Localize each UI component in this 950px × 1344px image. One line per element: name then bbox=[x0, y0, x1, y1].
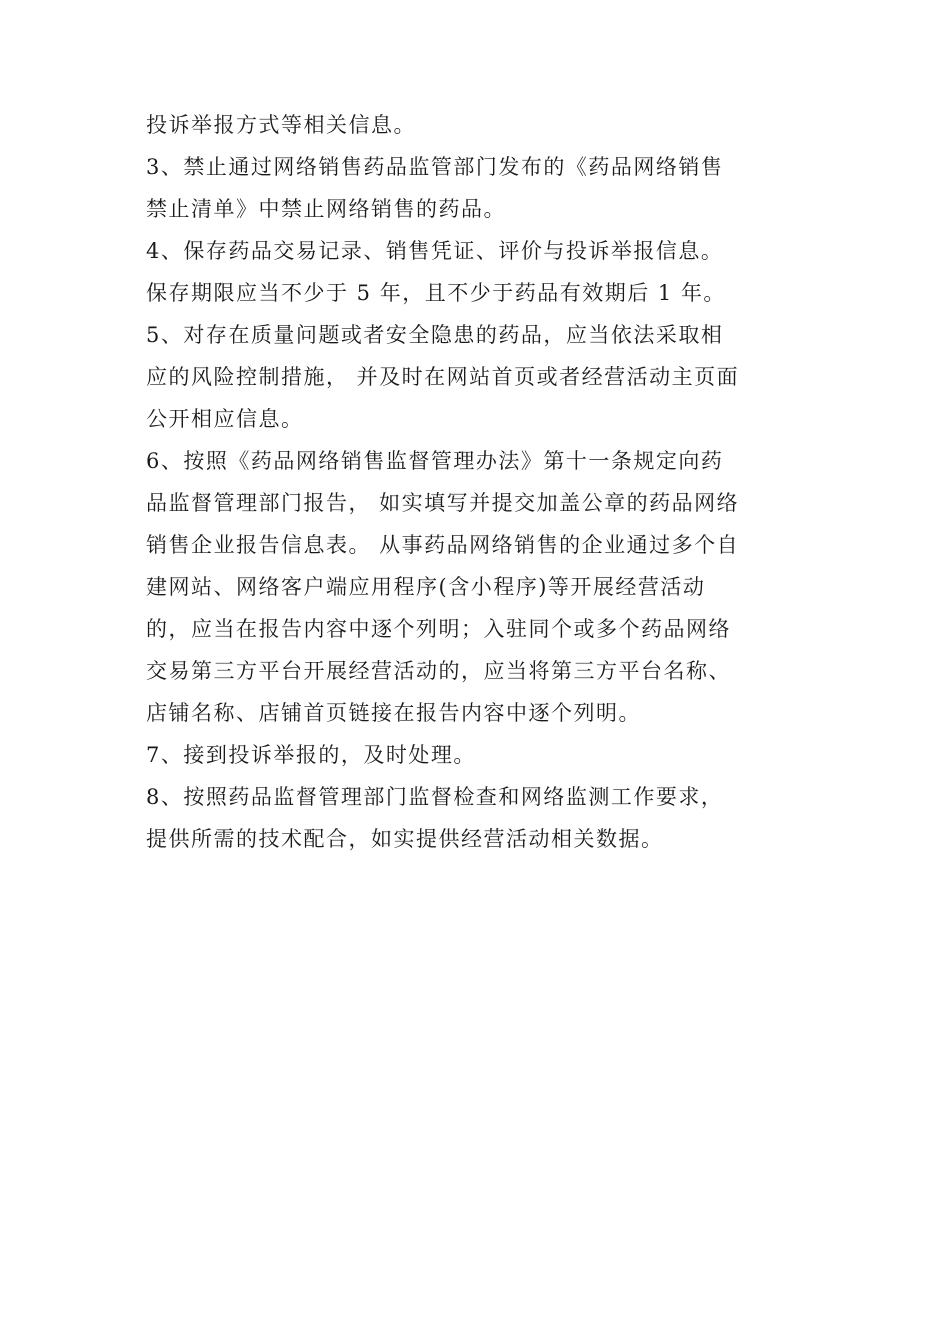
text-line: 3、禁止通过网络销售药品监管部门发布的《药品网络销售 bbox=[146, 155, 724, 179]
text-line: 店铺名称、店铺首页链接在报告内容中逐个列明。 bbox=[146, 701, 641, 725]
text-line: 4、保存药品交易记录、销售凭证、评价与投诉举报信息。 bbox=[146, 239, 724, 263]
text-line: 保存期限应当不少于 5 年，且不少于药品有效期后 1 年。 bbox=[146, 281, 726, 305]
text-line: 7、接到投诉举报的，及时处理。 bbox=[146, 743, 476, 767]
text-line: 交易第三方平台开展经营活动的，应当将第三方平台名称、 bbox=[146, 659, 731, 683]
text-line: 5、对存在质量问题或者安全隐患的药品，应当依法采取相 bbox=[146, 323, 724, 347]
text-line: 公开相应信息。 bbox=[146, 407, 304, 431]
text-line: 品监督管理部门报告， 如实填写并提交加盖公章的药品网络 bbox=[146, 491, 740, 515]
text-line: 应的风险控制措施， 并及时在网站首页或者经营活动主页面 bbox=[146, 365, 740, 389]
text-line: 的，应当在报告内容中逐个列明；入驻同个或多个药品网络 bbox=[146, 617, 731, 641]
text-line: 6、按照《药品网络销售监督管理办法》第十一条规定向药 bbox=[146, 449, 724, 473]
text-line: 投诉举报方式等相关信息。 bbox=[146, 113, 416, 137]
text-line: 提供所需的技术配合，如实提供经营活动相关数据。 bbox=[146, 827, 664, 851]
text-line: 建网站、网络客户端应用程序(含小程序)等开展经营活动 bbox=[146, 575, 706, 599]
document-body bbox=[146, 104, 816, 860]
text-line: 销售企业报告信息表。 从事药品网络销售的企业通过多个自 bbox=[146, 533, 740, 557]
text-line: 禁止清单》中禁止网络销售的药品。 bbox=[146, 197, 506, 221]
text-line: 8、按照药品监督管理部门监督检查和网络监测工作要求， bbox=[146, 785, 724, 809]
